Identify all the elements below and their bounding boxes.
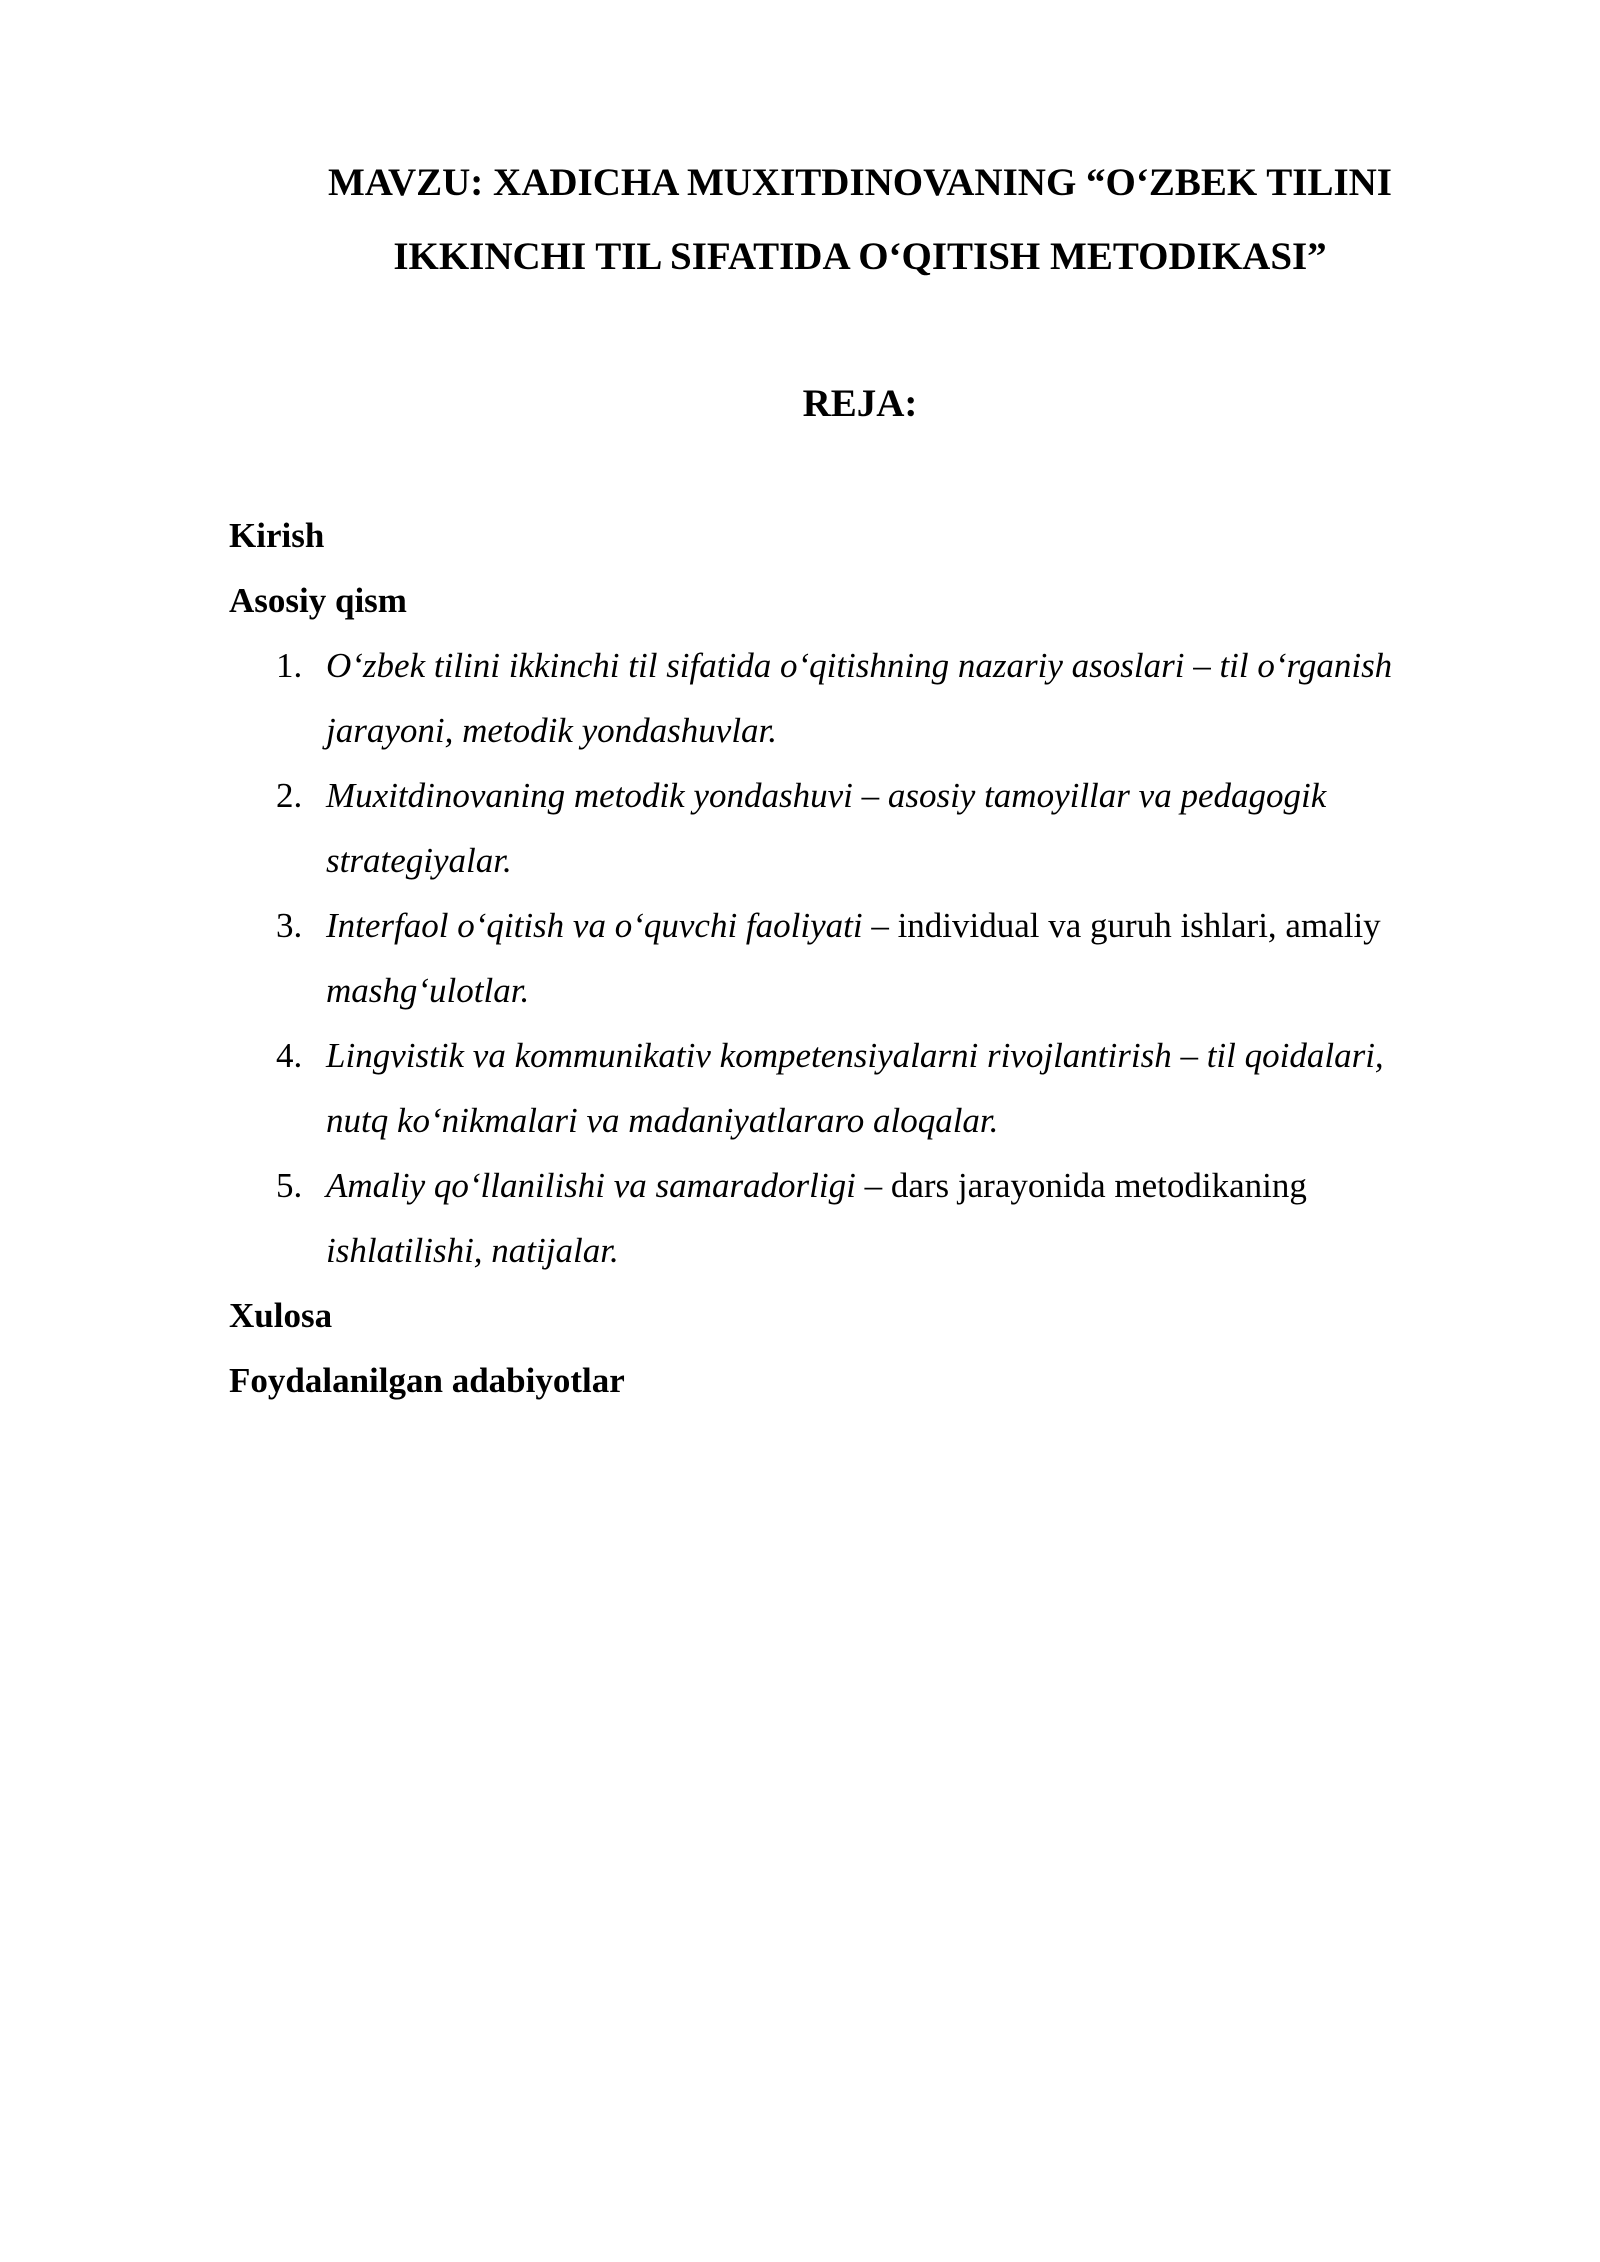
item-number: 1. [276,646,303,685]
item-term: Amaliy qo‘llanilishi va samaradorligi [326,1166,856,1205]
title-line-2: IKKINCHI TIL SIFATIDA O‘QITISH METODIKASI” [393,235,1327,278]
item-number: 5. [276,1166,303,1205]
plan-list [229,633,1499,1283]
item-description: – individual va guruh ishlari, amaliy [862,906,1381,945]
title-line-1: MAVZU: XADICHA MUXITDINOVANING “O‘ZBEK TILINI [328,161,1392,204]
list-item [229,893,1499,1023]
item-text-line-2: mashg‘ulotlar. [326,971,530,1010]
plan-outline [229,503,1499,1413]
item-number: 4. [276,1036,303,1075]
section-intro: Kirish [229,516,325,555]
list-item [229,633,1499,763]
item-text-line-1: O‘zbek tilini ikkinchi til sifatida o‘qitishning nazariy asoslari – til o‘rganish [326,646,1393,685]
item-text-line-2: jarayoni, metodik yondashuvlar. [326,711,778,750]
page-title [200,146,1520,294]
item-text-line-2: strategiyalar. [326,841,512,880]
section-conclusion: Xulosa [229,1296,333,1335]
section-references: Foydalanilgan adabiyotlar [229,1361,625,1400]
item-text-line-2: ishlatilishi, natijalar. [326,1231,619,1270]
item-term: Interfaol o‘qitish va o‘quvchi faoliyati [326,906,863,945]
item-number: 3. [276,906,303,945]
item-number: 2. [276,776,303,815]
plan-heading: REJA: [802,382,918,425]
section-main: Asosiy qism [229,581,407,620]
item-description: – dars jarayonida metodikaning [855,1166,1307,1205]
list-item [229,1023,1499,1153]
list-item [229,1153,1499,1283]
item-text-line-1: Lingvistik va kommunikativ kompetensiyalarni rivojlantirish – til qoidalari, [326,1036,1384,1075]
list-item [229,763,1499,893]
item-text-line-1: Muxitdinovaning metodik yondashuvi – asosiy tamoyillar va pedagogik [326,776,1327,815]
item-text-line-2: nutq ko‘nikmalari va madaniyatlararo aloqalar. [326,1101,999,1140]
